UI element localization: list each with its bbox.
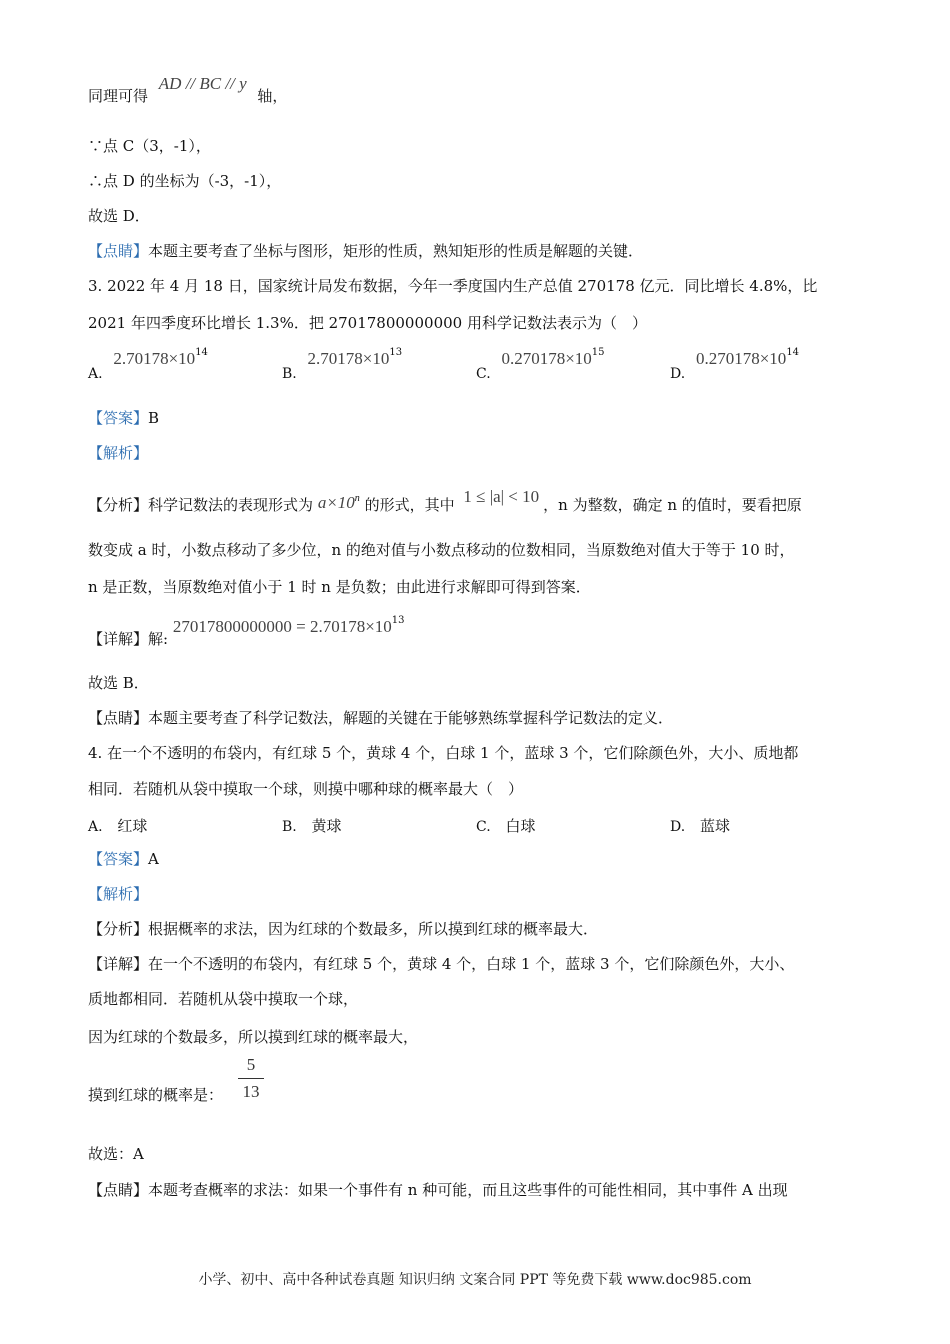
answer-value: B xyxy=(148,409,160,427)
section-tag: 【点睛】 xyxy=(88,1181,149,1199)
section-tag: 【分析】 xyxy=(88,496,149,514)
option-letter: A. xyxy=(88,366,103,382)
text-fragment: ，n 为整数，确定 n 的值时，要看把原 xyxy=(543,496,802,514)
page-footer: 小学、初中、高中各种试卷真题 知识归纳 文案合同 PPT 等免费下载 www.doc985.com xyxy=(198,1272,752,1288)
option-value: 2.70178×10 xyxy=(307,349,390,368)
math-exponent: 13 xyxy=(391,615,405,626)
text-fragment: 根据概率的求法，因为红球的个数最多，所以摸到红球的概率最大． xyxy=(148,920,599,938)
option-letter: B. xyxy=(282,819,297,835)
answer-line xyxy=(88,849,159,869)
section-tag: 【答案】 xyxy=(88,850,149,868)
analysis-line: 数变成 a 时，小数点移动了多少位，n 的绝对值与小数点移动的位数相同，当原数绝对值大于等于 10 时， xyxy=(88,541,795,559)
text-line xyxy=(88,1180,788,1200)
text-line: 故选 B． xyxy=(88,674,149,692)
question-stem: 相同．若随机从袋中摸取一个球，则摸中哪种球的概率最大（ ） xyxy=(88,780,524,798)
option-c xyxy=(476,347,605,382)
text-line: ∴点 D 的坐标为（-3，-1）， xyxy=(88,172,282,190)
text-fragment: 本题主要考查了坐标与图形，矩形的性质，熟知矩形的性质是解题的关键． xyxy=(148,242,644,260)
section-tag: 【解析】 xyxy=(88,885,149,903)
text-line: 故选：A xyxy=(88,1145,144,1163)
option-letter: D. xyxy=(670,366,686,382)
question-stem: 4. 在一个不透明的布袋内，有红球 5 个，黄球 4 个，白球 1 个，蓝球 3 个，它们除颜色外，大小、质地都 xyxy=(88,744,799,762)
option-b xyxy=(282,815,342,836)
detail-line: 因为红球的个数最多，所以摸到红球的概率最大， xyxy=(88,1028,419,1046)
option-b xyxy=(282,347,403,382)
section-tag: 【详解】 xyxy=(88,630,149,648)
question-stem: 3. 2022 年 4 月 18 日，国家统计局发布数据，今年一季度国内生产总值 270178 亿元．同比增长 4.8%，比 xyxy=(88,277,818,295)
option-exponent: 14 xyxy=(195,347,208,358)
option-d xyxy=(670,347,800,382)
text-fragment: 在一个不透明的布袋内，有红球 5 个，黄球 4 个，白球 1 个，蓝球 3 个，它们除颜色外，大小、 xyxy=(148,955,795,973)
text-fragment: 科学记数法的表现形式为 xyxy=(148,496,314,514)
text-fragment: 轴， xyxy=(257,87,288,105)
text-fragment: 本题主要考查了科学记数法，解题的关键在于能够熟练掌握科学记数法的定义． xyxy=(148,709,674,727)
option-c xyxy=(476,815,535,836)
text-line xyxy=(88,74,288,106)
option-letter: C. xyxy=(476,366,491,382)
option-exponent: 14 xyxy=(786,347,800,358)
text-line: 故选 D． xyxy=(88,207,150,225)
detail-line: 质地都相同．若随机从袋中摸取一个球， xyxy=(88,990,359,1008)
option-text: 蓝球 xyxy=(699,817,730,835)
question-stem: 2021 年四季度环比增长 1.3%．把 27017800000000 用科学记数法表示为（ ） xyxy=(88,314,647,332)
math-expression: 27017800000000 = 2.70178×10 xyxy=(172,617,392,636)
option-exponent: 15 xyxy=(591,347,605,358)
option-letter: B. xyxy=(282,366,297,382)
text-line: ∵点 C（3，-1）， xyxy=(88,137,211,155)
fraction-denominator: 13 xyxy=(242,1082,260,1101)
option-value: 2.70178×10 xyxy=(113,349,196,368)
fraction-bar xyxy=(238,1078,264,1079)
detail-line: 摸到红球的概率是： xyxy=(88,1086,224,1104)
fraction-numerator: 5 xyxy=(246,1055,256,1074)
answer-line xyxy=(88,408,159,428)
option-text: 白球 xyxy=(505,817,536,835)
probability-fraction xyxy=(238,1055,264,1102)
option-a xyxy=(88,347,208,382)
math-expression: a×10 xyxy=(317,493,355,512)
analysis-line xyxy=(88,489,802,515)
answer-value: A xyxy=(148,850,159,868)
text-fragment: 本题考查概率的求法：如果一个事件有 n 种可能，而且这些事件的可能性相同，其中事件 A 出现 xyxy=(148,1181,788,1199)
math-exponent: n xyxy=(354,493,360,504)
text-fragment: 同理可得 xyxy=(88,87,149,105)
math-expression: 1 ≤ |a| < 10 xyxy=(463,487,540,506)
section-tag: 【答案】 xyxy=(88,409,149,427)
option-letter: D. xyxy=(670,819,686,835)
math-expression: AD // BC // y xyxy=(158,74,247,93)
option-a xyxy=(88,815,147,836)
section-tag: 【点睛】 xyxy=(88,242,149,260)
section-tag: 【点睛】 xyxy=(88,709,149,727)
text-line xyxy=(88,708,673,728)
text-fragment: 解: xyxy=(148,630,169,648)
section-tag: 【分析】 xyxy=(88,920,149,938)
option-d xyxy=(670,815,730,836)
text-line xyxy=(88,241,643,261)
option-value: 0.270178×10 xyxy=(501,349,592,368)
option-text: 红球 xyxy=(117,817,148,835)
analysis-line: n 是正数，当原数绝对值小于 1 时 n 是负数；由此进行求解即可得到答案． xyxy=(88,578,591,596)
section-tag: 【详解】 xyxy=(88,955,149,973)
section-tag: 【解析】 xyxy=(88,444,149,462)
option-value: 0.270178×10 xyxy=(695,349,787,368)
detail-line xyxy=(88,615,405,649)
detail-line xyxy=(88,954,794,974)
option-text: 黄球 xyxy=(311,817,342,835)
option-letter: A. xyxy=(88,819,103,835)
text-fragment: 的形式，其中 xyxy=(364,496,455,514)
option-exponent: 13 xyxy=(389,347,403,358)
analysis-line xyxy=(88,919,598,939)
option-letter: C. xyxy=(476,819,491,835)
